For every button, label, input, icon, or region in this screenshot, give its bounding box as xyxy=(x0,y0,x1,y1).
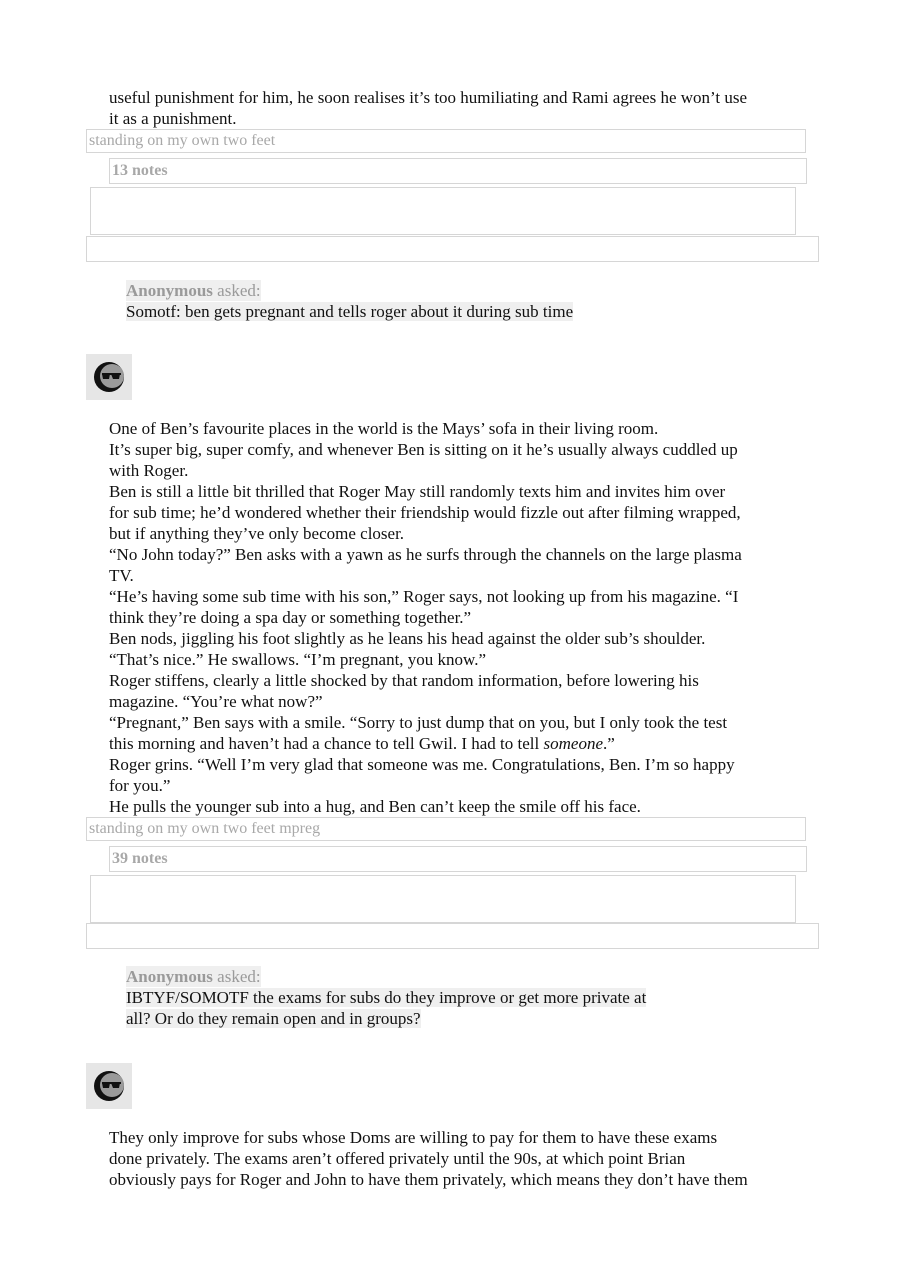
post-text-line: One of Ben’s favourite places in the world is the Mays’ sofa in their living room. xyxy=(109,419,659,438)
post-text-line: it as a punishment. xyxy=(109,109,237,128)
ask-block xyxy=(126,280,573,322)
line-text: this morning and haven’t had a chance to tell Gwil. I had to tell xyxy=(109,734,544,753)
asker-suffix: asked: xyxy=(217,281,261,300)
post-text-line: for sub time; he’d wondered whether their friendship would fizzle out after filming wrapped, xyxy=(109,503,741,522)
post-text-line: for you.” xyxy=(109,776,171,795)
line-text: .” xyxy=(602,734,615,753)
post-text-line: done privately. The exams aren’t offered privately until the 90s, at which point Brian xyxy=(109,1149,686,1168)
post-divider-box xyxy=(86,236,819,262)
asker-name[interactable]: Anonymous xyxy=(126,281,213,300)
avatar[interactable] xyxy=(86,1063,132,1109)
question-text: IBTYF/SOMOTF the exams for subs do they improve or get more private at xyxy=(126,988,647,1007)
tag-link[interactable]: standing on my own two feet xyxy=(89,132,276,149)
post-text-line: Roger stiffens, clearly a little shocked by that random information, before lowering his xyxy=(109,671,699,690)
post-text-line: It’s super big, super comfy, and whenever Ben is sitting on it he’s usually always cuddled up xyxy=(109,440,738,459)
asker-suffix: asked: xyxy=(217,967,261,986)
post-text-line: TV. xyxy=(109,566,134,585)
ask-block xyxy=(126,966,646,1029)
post-body xyxy=(109,87,799,129)
question-text: Somotf: ben gets pregnant and tells roger about it during sub time xyxy=(126,302,574,321)
sunglasses-moon-icon xyxy=(92,360,126,394)
post-footer-box xyxy=(90,187,796,235)
post-body xyxy=(109,1127,799,1190)
post-text-line: Ben is still a little bit thrilled that Roger May still randomly texts him and invites him over xyxy=(109,482,726,501)
asker-line xyxy=(126,966,261,987)
post-text-line: “No John today?” Ben asks with a yawn as he surfs through the channels on the large plasma xyxy=(109,545,742,564)
post-text-line: “Pregnant,” Ben says with a smile. “Sorry to just dump that on you, but I only took the test xyxy=(109,713,728,732)
asker-line xyxy=(126,280,261,301)
ask-question xyxy=(126,1008,646,1029)
post-text-line: Ben nods, jiggling his foot slightly as he leans his head against the older sub’s shoulder. xyxy=(109,629,706,648)
post-text-line: They only improve for subs whose Doms are willing to pay for them to have these exams xyxy=(109,1128,718,1147)
post-tags xyxy=(86,817,806,841)
post-text-line xyxy=(109,733,799,754)
ask-question xyxy=(126,987,646,1008)
post-tags xyxy=(86,129,806,153)
post-text-line: obviously pays for Roger and John to have them privately, which means they don’t have them xyxy=(109,1170,748,1189)
ask-question xyxy=(126,301,573,322)
emphasis-text: someone xyxy=(543,734,603,753)
avatar[interactable] xyxy=(86,354,132,400)
post-body xyxy=(109,418,799,817)
tag-link[interactable]: standing on my own two feet xyxy=(89,820,276,837)
post-text-line: Roger grins. “Well I’m very glad that someone was me. Congratulations, Ben. I’m so happy xyxy=(109,755,735,774)
sunglasses-moon-icon xyxy=(92,1069,126,1103)
post-divider-box xyxy=(86,923,819,949)
post-text-line: “That’s nice.” He swallows. “I’m pregnant, you know.” xyxy=(109,650,487,669)
tag-link[interactable]: mpreg xyxy=(279,820,321,837)
notes-count[interactable]: 39 notes xyxy=(109,846,807,872)
question-text: all? Or do they remain open and in groups? xyxy=(126,1009,421,1028)
post-text-line: “He’s having some sub time with his son,” Roger says, not looking up from his magazine. “I xyxy=(109,587,739,606)
post-text-line: but if anything they’ve only become closer. xyxy=(109,524,405,543)
post-text-line: useful punishment for him, he soon realises it’s too humiliating and Rami agrees he won’t use xyxy=(109,88,748,107)
post-text-line: magazine. “You’re what now?” xyxy=(109,692,323,711)
post-text-line: with Roger. xyxy=(109,461,189,480)
post-text-line: He pulls the younger sub into a hug, and Ben can’t keep the smile off his face. xyxy=(109,797,641,816)
post-footer-box xyxy=(90,875,796,923)
notes-count[interactable]: 13 notes xyxy=(109,158,807,184)
post-text-line: think they’re doing a spa day or something together.” xyxy=(109,608,472,627)
asker-name[interactable]: Anonymous xyxy=(126,967,213,986)
